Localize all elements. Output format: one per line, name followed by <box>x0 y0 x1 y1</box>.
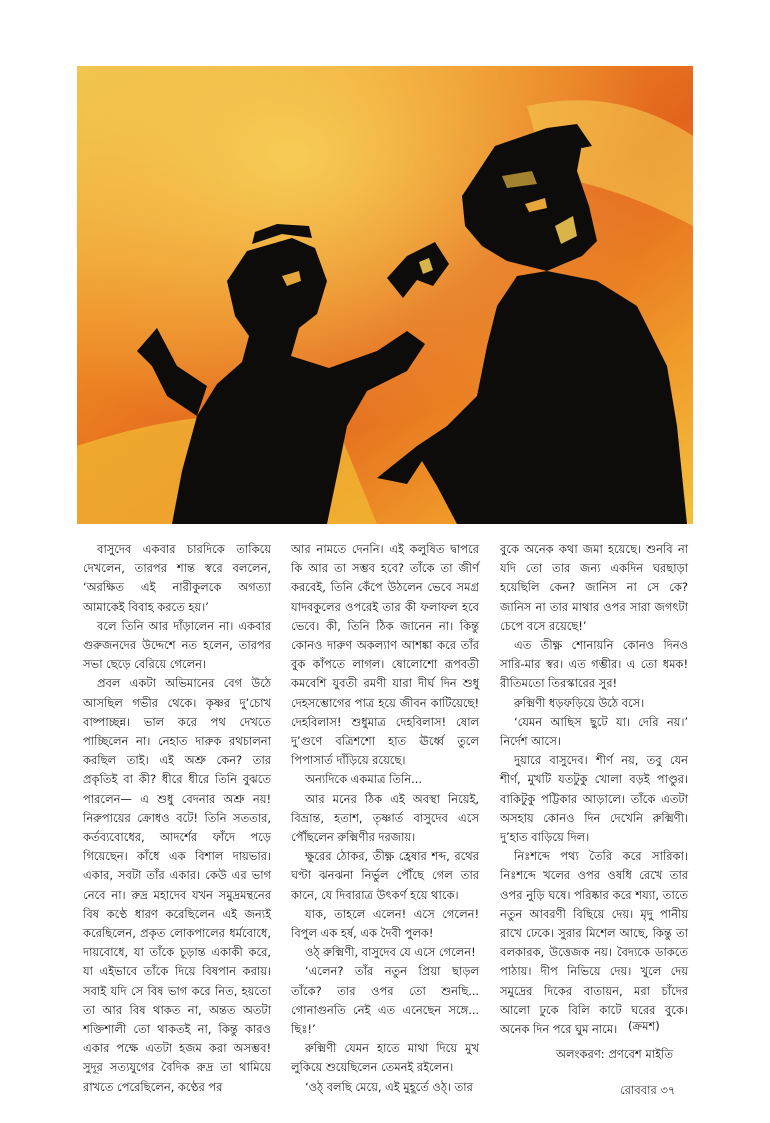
silhouette-painting <box>77 66 693 524</box>
article-column-1 <box>83 540 271 1097</box>
article-column-3 <box>500 540 688 1039</box>
paragraph: নিঃশব্দে পথ্য তৈরি করে সারিকা। নিঃশব্দে খলের ওপর ওষধি রেখে তার ওপর নুড়ি ঘষে। পরিষ্কার করে শয্যা, তাতে নতুন আবরণী বিছিয়ে দেয়। মৃদু পানীয় রাখে ঢেকে। সুরার মিশেল আছে, কিন্তু তা বলকারক, উত্তেজক নয়। বৈদ্যকে ডাকতে পাঠায়। দীপ নিভিয়ে দেয়। খুলে দেয় সমুদ্রের দিকের বাতায়ন, মরা চাঁদের আলো ঢুকে বিলি কাটে ঘরের বুকে। অনেক দিন পরে ঘুম নামে। <box>500 849 688 1037</box>
paragraph: বাসুদেব একবার চারদিকে তাকিয়ে দেখলেন, তারপর শান্ত স্বরে বললেন, ‘অরক্ষিত এই নারীকুলকে অগত্যা আমাকেই বিবাহ করতে হয়।’ <box>83 542 271 614</box>
paragraph: বুকে অনেক কথা জমা হয়েছে। শুনবি না যদি তো তার জন্য একদিন ঘরছাড়া হয়েছিলি কেন? জানিস না সে কে? জানিস না তার মাথার ওপর সারা জগৎটা চেপে বসে রয়েছে!’ <box>500 542 688 633</box>
to-be-continued-note: (ক্রমশ) <box>628 1019 660 1033</box>
paragraph: প্রবল একটা অভিমানের বেগ উঠে আসছিল গভীর থেকে। কৃষ্ণর দু’চোখ বাষ্পাচ্ছন্ন। ভাল করে পথ দেখতে পাচ্ছিলেন না। নেহাত দারুক রথচালনা করছিল তাই। এই অশ্রু কেন? তার প্রকৃতিই বা কী? ধীরে ধীরে তিনি বুঝতে পারলেন— এ শুধু বেদনার অশ্রু নয়! নিরুপায়ের ক্রোধও বটে! তিনি সততার, কর্তব্যবোধের, আদর্শের ফাঁদে পড়ে গিয়েছেন। কাঁধে এক বিশাল দায়ভার। একার, সবটা তাঁর একার। কেউ এর ভাগ নেবে না। রুদ্র মহাদেব যখন সমুদ্রমন্থনের বিষ কণ্ঠে ধারণ করেছিলেন এই জন্যই করেছিলেন, প্রকৃত লোকপালের ধর্মবোধে, দায়বোধে, যা তাঁকে চূড়ান্ত একাকী করে, যা এইভাবে তাঁকে দিয়ে বিষপান করায়। সবাই যদি সে বিষ ভাগ করে নিত, হয়তো তা আর বিষ থাকত না, অন্তত অতটা শক্তিশালী তো থাকতই না, কিন্তু কারও একার পক্ষে এতটা হজম করা অসম্ভব! সুদূর সত্যযুগের বৈদিক রুদ্র তা থামিয়ে রাখতে পেরেছিলেন, কণ্ঠের পর <box>83 676 271 1094</box>
article-column-2 <box>291 540 479 1097</box>
paragraph: যাক, তাহলে এলেন! এসে গেলেন! বিপুল এক হর্ষ, এক দৈবী পুলক! <box>291 906 479 941</box>
paragraph: ‘ওঠ্ বলছি মেয়ে, এই মুহূর্তে ওঠ্। তার <box>305 1079 473 1094</box>
paragraph: রুক্মিণী যেমন হাতে মাথা দিয়ে মুখ লুকিয়ে শুয়েছিলেন তেমনই রইলেন। <box>291 1041 479 1075</box>
paragraph: ‘যেমন আছিস ছুটে যা। দেরি নয়।’ নির্দেশ আসে। <box>500 714 688 749</box>
story-illustration <box>77 66 693 524</box>
paragraph: রুক্মিণী ধড়ফড়িয়ে উঠে বসে। <box>514 695 645 710</box>
paragraph: অন্যদিকে একমাত্র তিনি... <box>305 772 422 787</box>
page-folio: রোববার ৩৭ <box>620 1083 676 1097</box>
illustration-credit: অলংকরণ: প্রণবেশ মাইতি <box>556 1047 673 1061</box>
paragraph: ‘এলেন? তাঁর নতুন প্রিয়া ছাড়ল তাঁকে? তার ওপর তো শুনছি... গোনাগুনতি নেই এত এনেছেন সঙ্গে... ছিঃ!’ <box>291 964 479 1037</box>
paragraph: বলে তিনি আর দাঁড়ালেন না। একবার গুরুজনদের উদ্দেশে নত হলেন, তারপর সভা ছেড়ে বেরিয়ে গেলেন। <box>83 618 271 672</box>
paragraph: আর নামতে দেননি। এই কলুষিত দ্বাপরে কি আর তা সম্ভব হবে? তাঁকে তা জীর্ণ করবেই, তিনি কেঁপে উঠলেন ভেবে সমগ্র যাদবকুলের ওপরেই তার কী ফলাফল হবে ভেবে। কী, তিনি ঠিক জানেন না। কিন্তু কোনও দারুণ অকল্যাণ আশঙ্কা করে তাঁর বুক কাঁপতে লাগল। ষোলোশো রূপবতী কমবেশি যুবতী রমণী যারা দীর্ঘ দিন শুধু দেহসম্ভোগের পাত্র হয়ে জীবন কাটিয়েছে! দেহবিলাস! শুধুমাত্র দেহবিলাস! ষোল দু’গুণে বত্রিশশো হাত ঊর্ধ্বে তুলে পিপাসার্ত দাঁড়িয়ে রয়েছে। <box>291 542 479 768</box>
paragraph: ক্ষুরের ঠোকর, তীক্ষ্ণ হ্রেষার শব্দ, রথের ঘণ্টা ঝনঝনা নির্ভুল পৌঁছে গেল তার কানে, যে দিবারাত্র উৎকর্ণ হয়ে থাকে। <box>291 849 479 902</box>
paragraph: আর মনের ঠিক এই অবস্থা নিয়েই, বিভ্রান্ত, হতাশ, তৃষ্ণার্ত বাসুদেব এসে পৌঁছলেন রুক্মিণীর দরজায়। <box>291 791 479 845</box>
paragraph: ওঠ্ রুক্মিণী, বাসুদেব যে এসে গেলেন! <box>305 945 476 960</box>
paragraph: এত তীক্ষ্ণ শোনায়নি কোনও দিনও সারি-মার স্বর। এত গম্ভীর। এ তো ধমক! রীতিমতো তিরস্কারের সুর! <box>500 638 688 691</box>
paragraph: দুয়ারে বাসুদেব। শীর্ণ নয়, তবু যেন শীর্ণ, মুখটি যতটুকু খোলা বড়ই পাণ্ডুর। বাকিটুকু পট্টিকার আড়ালে। তাঁকে এতটা অসহায় কোনও দিন দেখেনি রুক্মিণী। দু’হাত বাড়িয়ে দিল। <box>500 753 688 845</box>
